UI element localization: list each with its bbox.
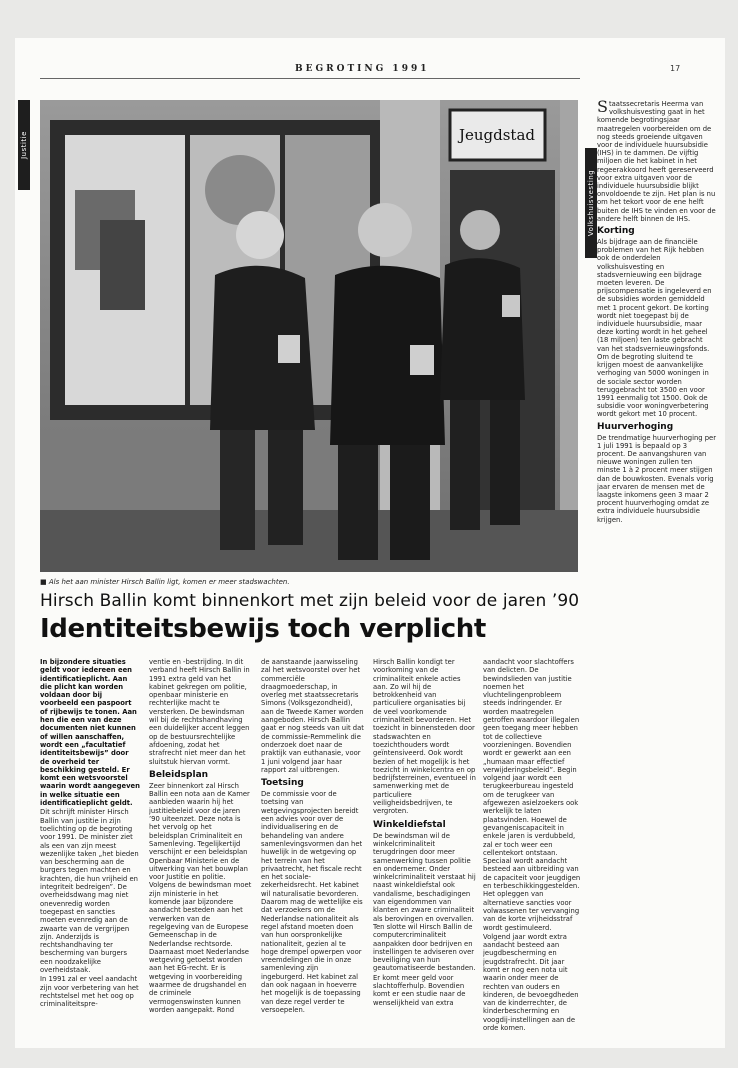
newspaper-page <box>15 38 725 1048</box>
photo-caption: ■ Als het aan minister Hirsch Ballin ligt, komen er meer stadswachten. <box>40 578 290 586</box>
section-heading: Toetsing <box>261 778 304 789</box>
paragraph: Zeer binnenkort zal Hirsch Ballin een nota aan de Kamer aanbieden waarin hij het justitiebeleid voor de jaren ’90 uiteenzet. Deze nota is het vervolg op het beleidsplan Criminaliteit en Samenleving. Tegelijkertijd verschijnt er een beleidsplan Openbaar Ministerie en de uitwerking van het bouwplan voor Justitie en politie. Volgens de bewindsman moet zijn ministerie in het komende jaar bijzondere aandacht besteden aan het verwerken van de regelgeving van de Europese Gemeenschap in de Nederlandse rechtsorde. Daarnaast moet Nederlandse wetgeving getoetst worden aan het EG-recht. Er is wetgeving in voorbereiding waarmee de drugshandel en de criminele vermogenswinsten kunnen worden aangepakt. Rond <box>149 781 252 1014</box>
section-heading: Korting <box>597 226 635 237</box>
article-headline: Identiteitsbewijs toch verplicht <box>40 614 486 644</box>
street-photo <box>40 100 578 572</box>
paragraph: Er komt meer geld voor slachtofferhulp. Bovendien komt er een studie naar de wenselijkheid van extra <box>373 973 466 1007</box>
section-heading: Winkeldiefstal <box>373 819 446 830</box>
article-lead: In bijzondere situaties geldt voor iedereen een identificatieplicht. Aan die plicht kan worden voldaan door bij voorbeeld een paspoort of rijbewijs te tonen. Aan hen die een van deze documenten niet kunnen of willen aanschaffen, wordt een „facultatief identiteitsbewijs” door de overheid ter beschikking gesteld. Er komt een wetsvoorstel waarin wordt aangegeven in welke situatie een identificatieplicht geldt. <box>40 658 140 808</box>
paragraph: ventie en -bestrijding. In dit verband heeft Hirsch Ballin in 1991 extra geld van het kabinet gekregen om politie, openbaar ministerie en rechterlijke macht te versterken. De bewindsman wil bij de rechtshandhaving een duidelijker accent leggen op de bestuursrechtelijke afdoening, zodat het strafrecht niet meer dan het sluitstuk hiervan vormt. <box>149 658 250 766</box>
article-column-3 <box>261 658 364 1033</box>
section-tab: Justitie <box>18 100 30 190</box>
shop-sign: Jeugdstad <box>458 126 536 144</box>
paragraph: Dit schrijft minister Hirsch Ballin van justitie in zijn toelichting op de begroting voor 1991. De minister ziet als een van zijn meest wezenlijke taken „het bieden van bescherming aan de burgers tegen machten en krachten, die hun vrijheid en integriteit bedreigen”. De overheidsdwang mag niet onevenredig worden toegepast en sancties moeten evenredig aan de zwaarte van de vergrijpen zijn. Anderzijds is rechtshandhaving ter bescherming van burgers een noodzakelijke overheidstaak. <box>40 808 139 974</box>
paragraph: de aanstaande jaarwisseling zal het wetsvoorstel over het commerciële draagmoederschap, in overleg met staatssecretaris Simons (Volksgezondheid), aan de Tweede Kamer worden aangeboden. Hirsch Ballin gaat er nog steeds van uit dat de commissie-Remmelink die onderzoek doet naar de praktijk van euthanasie, voor 1 juni volgend jaar haar rapport zal uitbrengen. <box>261 658 364 774</box>
article-subhead: Hirsch Ballin komt binnenkort met zijn beleid voor de jaren ’90 <box>40 591 580 611</box>
photo-illustration <box>40 100 578 572</box>
page-number: 17 <box>670 64 681 73</box>
paragraph: De bewindsman wil de winkelcriminaliteit terugdringen door meer samenwerking tussen politie en ondernemer. Onder winkelcriminaliteit verstaat hij naast winkeldiefstal ook vandalisme, beschadigingen van eigendommen van klanten en zware criminaliteit als berovingen en overvallen. Ten slotte wil Hirsch Ballin de computercriminaliteit aanpakken door bedrijven en instellingen te adviseren over beveiliging van hun geautomatiseerde bestanden. <box>373 831 476 973</box>
article-column-2 <box>149 658 252 1033</box>
paragraph: De commissie voor de toetsing van wetgevingsprojecten bereidt een advies voor over de individualisering en de behandeling van andere samenlevingsvormen dan het huwelijk in de wetgeving op het terrein van het privaatrecht, het fiscale recht en het sociale-zekerheidsrecht. Het kabinet wil naturalisatie bevorderen. Daarom mag de wettelijke eis dat verzoekers om de Nederlandse nationaliteit als regel afstand moeten doen van hun oorspronkelijke nationaliteit, gezien al te hoge drempel opwerpen voor vreemdelingen die in onze samenleving zijn ingeburgerd. Het kabinet zal dan ook nagaan in hoeverre het mogelijk is de toepassing van deze regel verder te versoepelen. <box>261 790 363 1014</box>
sidebar-tab: Volkshuisvesting <box>585 148 597 258</box>
article-column-4 <box>373 658 476 1033</box>
paragraph: In 1991 zal er veel aandacht zijn voor verbetering van het rechtstelsel met het oog op criminaliteitspre- <box>40 975 139 1009</box>
article-column-1 <box>40 658 140 1033</box>
section-heading: Beleidsplan <box>149 769 209 780</box>
paragraph: Hirsch Ballin kondigt ter voorkoming van de criminaliteit enkele acties aan. Zo wil hij de betrokkenheid van particuliere organisaties bij de veel voorkomende criminaliteit bevorderen. Het toezicht in binnensteden door stadswachten en toezichthouders wordt geïntensiveerd. Ook wordt bezien of het mogelijk is het toezicht in winkelcentra en op bedrijfsterreinen, eventueel in samenwerking met de particuliere veiligheidsbedrijven, te vergroten. <box>373 658 476 816</box>
article-column-5 <box>483 658 583 1033</box>
running-head: BEGROTING 1991 <box>295 64 430 74</box>
sidebar-article <box>597 97 717 525</box>
paragraph: aandacht voor slachtoffers van delicten. De bewindslieden van justitie noemen het vluchtelingenprobleem steeds indringender. Er worden maatregelen getroffen waardoor illegalen geen toegang meer hebben tot de collectieve voorzieningen. Bovendien wordt er gewerkt aan een „humaan maar effectief verwijderingsbeleid”. Begin volgend jaar wordt een terugkeerbureau ingesteld om de terugkeer van afgewezen asielzoekers ook werkelijk te laten plaatsvinden. Hoewel de gevangeniscapaciteit in enkele jaren is verdubbeld, zal er toch weer een cellentekort ontstaan. Speciaal wordt aandacht besteed aan uitbreiding van de capaciteit voor jeugdigen en terbeschikkinggestelden. Het opleggen van alternatieve sancties voor volwassenen ter vervanging van de korte vrijheidsstraf wordt gestimuleerd. <box>483 658 581 932</box>
header-rule <box>40 78 580 79</box>
paragraph: Staatssecretaris Heerma van volkshuisvesting gaat in het komende begrotingsjaar maatregelen voorbereiden om de nog steeds groeiende uitgaven voor de individuele huursubsidie (IHS) in te dammen. De vijftig miljoen die het kabinet in het regeerakkoord heeft gereserveerd voor extra uitgaven voor de individuele huursubsidie blijkt onvoldoende te zijn. Het plan is nu om het tekort voor de ene helft buiten de IHS te vinden en voor de andere helft binnen de IHS. <box>597 97 716 223</box>
paragraph: De trendmatige huurverhoging per 1 juli 1991 is bepaald op 3 procent. De aanvangshuren van nieuwe woningen zullen ten minste 1 à 2 procent meer stijgen dan de bouwkosten. Evenals vorig jaar ervaren de mensen met de laagste inkomens geen 3 maar 2 procent huurverhoging omdat ze extra individuele huursubsidie krijgen. <box>597 433 717 524</box>
paragraph: Volgend jaar wordt extra aandacht besteed aan jeugdbescherming en jeugdstrafrecht. Dit jaar komt er nog een nota uit waarin onder meer de rechten van ouders en kinderen, de bevoegdheden van de kinderrechter, de kinderbescherming en voogdij-instellingen aan de orde komen. <box>483 932 579 1033</box>
paragraph: Als bijdrage aan de financiële problemen van het Rijk hebben ook de onderdelen volkshuisvesting en stadsvernieuwing een bijdrage moeten leveren. De prijscompensatie is ingeleverd en de subsidies worden gemiddeld met 1 procent gekort. De korting wordt niet toegepast bij de individuele huursubsidie, maar deze korting wordt in het geheel (18 miljoen) ten laste gebracht van het stadsvernieuwingsfonds. Om de begroting sluitend te krijgen moest de aanvankelijke verhoging van 5000 woningen in de sociale sector worden teruggebracht tot 3500 en voor 1991 eenmalig tot 1500. Ook de subsidie voor woningverbetering wordt gekort met 10 procent. <box>597 238 712 419</box>
drop-cap: S <box>597 97 608 116</box>
section-heading: Huurverhoging <box>597 421 674 432</box>
